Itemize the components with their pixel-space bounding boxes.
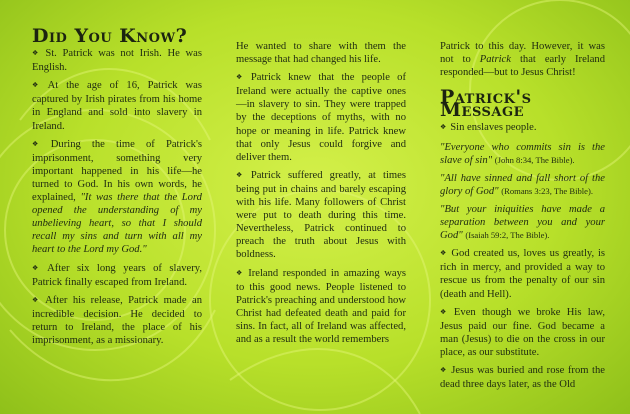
text-run: that early Ireland responded—but to Jesus Christ!: [440, 54, 606, 79]
message-paragraph: ❖ Sin enslaves people.: [440, 121, 605, 135]
quote-text: "But your iniquities have made a separation between you and your God": [440, 203, 605, 242]
column-did-you-know: [32, 25, 202, 352]
message-paragraph: ❖ Jesus was buried and rose from the dead three days later, as the Old: [440, 364, 605, 391]
patricks-message-heading: Patrick's Message: [440, 86, 532, 122]
scripture-quote: [440, 203, 605, 242]
quote-text: "All have sinned and fall short of the glory of God": [440, 172, 605, 197]
fact-paragraph: ❖ At the age of 16, Patrick was captured by Irish pirates from his home in England and sold into slavery in Ireland.: [32, 79, 202, 132]
text-run: Patrick to this day. However, it was not to: [440, 41, 605, 66]
scripture-reference: (John 8:34, The Bible).: [494, 154, 575, 165]
quote-text: "Everyone who commits sin is the slave of sin": [440, 141, 605, 166]
fact-text: During the time of Patrick's imprisonment, something very important happened in his life—he turned to God. In his own words, he explained,: [32, 138, 202, 204]
column-middle: [236, 40, 406, 351]
message-paragraph: ❖ Even though we broke His law, Jesus paid our fine. God became a man (Jesus) to die on the cross in our place, as our substitute.: [440, 306, 605, 359]
scripture-quote: [440, 172, 605, 198]
fact-paragraph: [440, 40, 605, 79]
fact-paragraph: ❖ St. Patrick was not Irish. He was English.: [32, 47, 202, 74]
fact-paragraph: ❖ After six long years of slavery, Patrick finally escaped from Ireland.: [32, 262, 202, 289]
emphasis: Patrick: [479, 54, 511, 66]
did-you-know-heading: Did You Know?: [32, 25, 188, 47]
fact-paragraph: [32, 138, 202, 257]
scripture-reference: (Isaiah 59:2, The Bible).: [465, 230, 550, 241]
fact-paragraph: He wanted to share with them the message that had changed his life.: [236, 41, 406, 66]
fact-paragraph: ❖ Ireland responded in amazing ways to this good news. People listened to Patrick's preaching and understood how Christ had defeated death and paid for sins. In fact, all of Ireland was affected, and as a result the world remembers: [236, 267, 406, 347]
fact-paragraph: ❖ Patrick knew that the people of Ireland were actually the captive ones—in slavery to sin. They were trapped by the deceptions of myths, with no hope or meaning in life. Patrick knew that only Jesus could forgive and deliver them.: [236, 71, 406, 164]
message-paragraph: ❖ God created us, loves us greatly, is rich in mercy, and provided a way to rescue us from the penalty of our sin (death and Hell).: [440, 247, 605, 300]
patrick-quote: "It was there that the Lord opened the understanding of my unbelieving heart, so that I should recall my sins and turn with all my heart to the Lord my God.": [32, 192, 202, 256]
scripture-quote: [440, 141, 605, 167]
fact-paragraph: ❖ Patrick suffered greatly, at times being put in chains and barely escaping with his life. Many followers of Christ were put to death during this time. Nevertheless, Patrick continued to preach the truth about Jesus with boldness.: [236, 169, 406, 262]
column-patricks-message: [440, 40, 605, 396]
scripture-reference: (Romans 3:23, The Bible).: [501, 185, 593, 196]
fact-paragraph: ❖ After his release, Patrick made an incredible decision. He decided to return to Ireland, the place of his imprisonment, as a missionary.: [32, 294, 202, 347]
